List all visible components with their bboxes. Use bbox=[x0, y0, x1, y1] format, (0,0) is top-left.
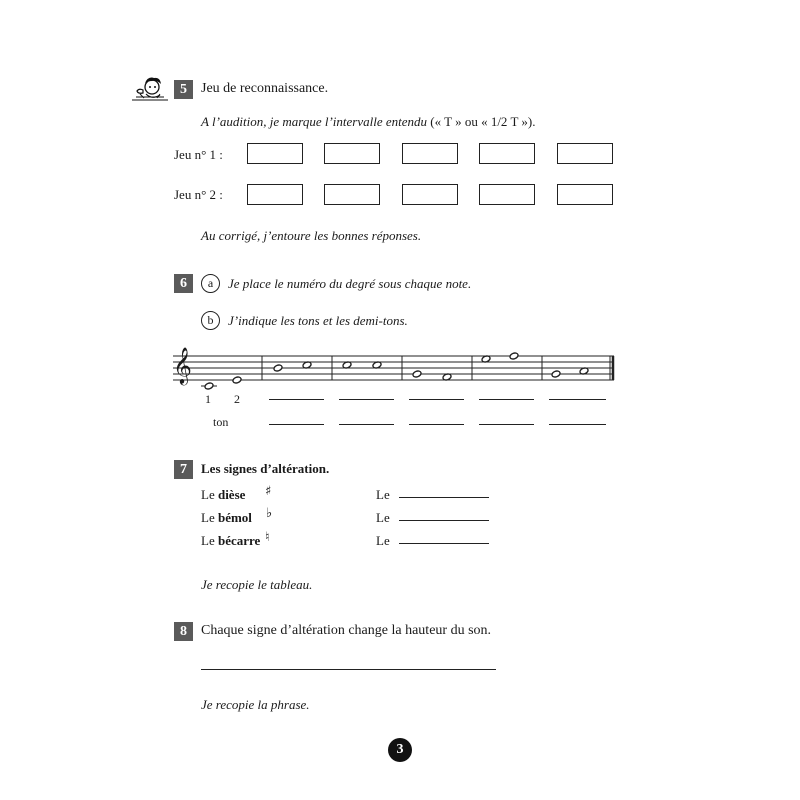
natural-icon: ♮ bbox=[265, 530, 270, 545]
copy-line[interactable] bbox=[201, 669, 496, 670]
note-7 bbox=[412, 370, 422, 378]
note-1 bbox=[204, 382, 214, 390]
jeu-2-box-3[interactable] bbox=[402, 184, 458, 205]
sign-name: dièse bbox=[217, 487, 246, 502]
note-10 bbox=[509, 352, 519, 360]
degree-line-5[interactable] bbox=[549, 399, 606, 400]
degree-number-2: 2 bbox=[234, 392, 240, 406]
part-b-marker: b bbox=[201, 311, 220, 330]
degree-number-1: 1 bbox=[205, 392, 211, 406]
answer-line-2[interactable] bbox=[399, 520, 489, 521]
listening-child-icon bbox=[130, 74, 170, 104]
page-number: 3 bbox=[388, 738, 412, 762]
note-2 bbox=[232, 376, 242, 384]
part-a-instruction: Je place le numéro du degré sous chaque note. bbox=[228, 276, 472, 291]
sign-row-becarre bbox=[201, 533, 260, 549]
answer-line-3[interactable] bbox=[399, 543, 489, 544]
jeu-1-box-3[interactable] bbox=[402, 143, 458, 164]
exercise-8-number: 8 bbox=[174, 622, 193, 641]
note-11 bbox=[551, 370, 561, 378]
jeu-1-label: Jeu n° 1 : bbox=[174, 147, 223, 162]
ton-label: ton bbox=[213, 415, 229, 429]
instruction-italic: A l’audition, je marque l’intervalle entendu bbox=[201, 114, 428, 129]
exercise-6-number: 6 bbox=[174, 274, 193, 293]
degree-line-4[interactable] bbox=[479, 399, 534, 400]
treble-clef-icon: 𝄞 bbox=[173, 346, 192, 384]
exercise-5-title: Jeu de reconnaissance. bbox=[201, 81, 329, 96]
answer-prefix-1: Le bbox=[376, 487, 390, 502]
degree-line-1[interactable] bbox=[269, 399, 324, 400]
instruction-options: (« T » ou « 1/2 T »). bbox=[430, 114, 536, 129]
music-staff bbox=[170, 350, 618, 390]
exercise-8-note: Je recopie la phrase. bbox=[201, 697, 310, 712]
exercise-8-sentence: Chaque signe d’altération change la hauteur du son. bbox=[201, 623, 492, 638]
sign-prefix: Le bbox=[201, 510, 215, 525]
ton-line-5[interactable] bbox=[549, 424, 606, 425]
sign-name: bémol bbox=[217, 510, 252, 525]
ton-line-3[interactable] bbox=[409, 424, 464, 425]
jeu-2-box-4[interactable] bbox=[479, 184, 535, 205]
exercise-5-note: Au corrigé, j’entoure les bonnes réponses. bbox=[201, 228, 422, 243]
jeu-1-box-4[interactable] bbox=[479, 143, 535, 164]
jeu-1-box-2[interactable] bbox=[324, 143, 380, 164]
exercise-7-title: Les signes d’altération. bbox=[201, 461, 330, 476]
sign-name: bécarre bbox=[217, 533, 261, 548]
jeu-2-box-5[interactable] bbox=[557, 184, 613, 205]
degree-line-3[interactable] bbox=[409, 399, 464, 400]
jeu-2-label: Jeu n° 2 : bbox=[174, 187, 223, 202]
answer-prefix-2: Le bbox=[376, 510, 390, 525]
part-b-instruction: J’indique les tons et les demi-tons. bbox=[228, 313, 408, 328]
exercise-5-instruction bbox=[201, 114, 535, 130]
ton-line-1[interactable] bbox=[269, 424, 324, 425]
ton-line-2[interactable] bbox=[339, 424, 394, 425]
exercise-7-number: 7 bbox=[174, 460, 193, 479]
sign-row-diese bbox=[201, 487, 245, 503]
sign-prefix: Le bbox=[201, 487, 215, 502]
answer-prefix-3: Le bbox=[376, 533, 390, 548]
jeu-1-box-5[interactable] bbox=[557, 143, 613, 164]
sign-prefix: Le bbox=[201, 533, 215, 548]
note-3 bbox=[273, 364, 283, 372]
jeu-2-box-1[interactable] bbox=[247, 184, 303, 205]
exercise-5-number: 5 bbox=[174, 80, 193, 99]
jeu-1-box-1[interactable] bbox=[247, 143, 303, 164]
sharp-icon: ♯ bbox=[265, 484, 272, 499]
answer-line-1[interactable] bbox=[399, 497, 489, 498]
exercise-7-note: Je recopie le tableau. bbox=[201, 577, 313, 592]
part-a-marker: a bbox=[201, 274, 220, 293]
flat-icon: ♭ bbox=[266, 506, 273, 521]
degree-line-2[interactable] bbox=[339, 399, 394, 400]
jeu-2-box-2[interactable] bbox=[324, 184, 380, 205]
sign-row-bemol bbox=[201, 510, 252, 526]
ton-line-4[interactable] bbox=[479, 424, 534, 425]
